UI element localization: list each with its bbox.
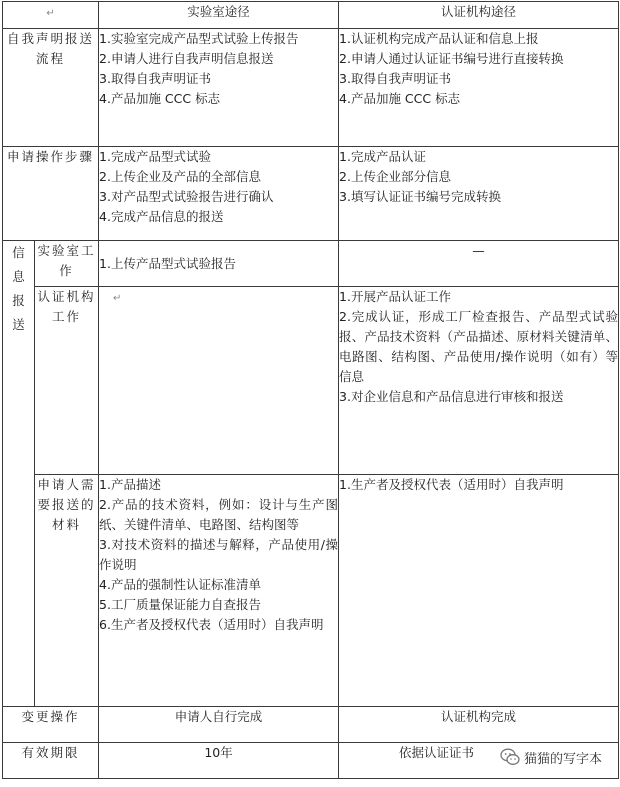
list-item: 2.产品的技术资料，例如：设计与生产图纸、关键件清单、电路图、结构图等 xyxy=(99,497,339,532)
table-header-row xyxy=(3,2,619,29)
cert-cell xyxy=(339,29,619,147)
lab-cell xyxy=(99,241,339,287)
list-item: 1.开展产品认证工作 xyxy=(339,289,451,304)
row-label: 申请操作步骤 xyxy=(3,147,99,241)
row-label: 有效期限 xyxy=(3,743,99,779)
lab-cell: 申请人自行完成 xyxy=(99,707,339,743)
list-item: 1.认证机构完成产品认证和信息上报 xyxy=(339,31,539,46)
list-item: 3.对技术资料的描述与解释，产品使用/操作说明 xyxy=(99,537,339,572)
wechat-icon xyxy=(500,747,520,767)
list-item: 6.生产者及授权代表（适用时）自我声明 xyxy=(99,617,324,632)
watermark-text: 猫猫的写字本 xyxy=(523,751,602,767)
row-self-declaration xyxy=(3,29,619,147)
list-item: 4.产品加施 CCC 标志 xyxy=(339,91,461,106)
row-applicant-materials xyxy=(3,475,619,707)
comparison-table xyxy=(2,1,619,779)
list-item: 1.完成产品型式试验 xyxy=(99,149,211,164)
lab-cell: 10年 xyxy=(99,743,339,779)
cert-cell: — xyxy=(339,241,619,287)
row-apply-steps xyxy=(3,147,619,241)
lab-cell xyxy=(99,475,339,707)
list-item: 1.实验室完成产品型式试验上传报告 xyxy=(99,31,299,46)
row-label: 实验室工作 xyxy=(35,241,99,287)
info-report-group-label: 信息报送 xyxy=(3,241,35,707)
list-item: 2.申请人进行自我声明信息报送 xyxy=(99,51,274,66)
row-label: 申请人需要报送的材料 xyxy=(35,475,99,707)
header-cert-route: 认证机构途径 xyxy=(339,2,619,29)
cert-cell: 依据认证证书 xyxy=(339,743,619,779)
row-cert-work xyxy=(3,287,619,475)
lab-cell xyxy=(99,29,339,147)
row-label: 认证机构工作 xyxy=(35,287,99,475)
list-item: 3.取得自我声明证书 xyxy=(339,71,451,86)
list-item: 4.产品加施 CCC 标志 xyxy=(99,91,221,106)
return-mark: ↵ xyxy=(113,293,122,304)
list-item: 4.产品的强制性认证标准清单 xyxy=(99,577,261,592)
return-mark: ↵ xyxy=(46,8,55,19)
lab-cell xyxy=(99,147,339,241)
list-item: 5.工厂质量保证能力自查报告 xyxy=(99,597,261,612)
list-item: 2.申请人通过认证证书编号进行直接转换 xyxy=(339,51,564,66)
header-lab-route: 实验室途径 xyxy=(99,2,339,29)
row-lab-work xyxy=(3,241,619,287)
cert-cell: 认证机构完成 xyxy=(339,707,619,743)
row-label: 自我声明报送流程 xyxy=(3,29,99,147)
list-item: 3.取得自我声明证书 xyxy=(99,71,211,86)
list-item: 1.完成产品认证 xyxy=(339,149,426,164)
cert-cell xyxy=(339,475,619,707)
list-item: 1.上传产品型式试验报告 xyxy=(99,255,236,271)
list-item: 1.生产者及授权代表（适用时）自我声明 xyxy=(339,477,564,492)
list-item: 2.上传企业部分信息 xyxy=(339,169,451,184)
list-item: 3.对企业信息和产品信息进行审核和报送 xyxy=(339,389,564,404)
lab-cell xyxy=(99,287,339,475)
list-item: 2.上传企业及产品的全部信息 xyxy=(99,169,261,184)
cert-cell xyxy=(339,287,619,475)
cert-cell xyxy=(339,147,619,241)
list-item: 2.完成认证，形成工厂检查报告、产品型式试验报、产品技术资料（产品描述、原材料关键清单、电路图、结构图、产品使用/操作说明（如有）等信息 xyxy=(339,309,619,384)
list-item: 4.完成产品信息的报送 xyxy=(99,209,224,224)
row-change-ops xyxy=(3,707,619,743)
watermark xyxy=(498,745,604,769)
corner-cell xyxy=(3,2,99,29)
row-label: 变更操作 xyxy=(3,707,99,743)
list-item: 1.产品描述 xyxy=(99,477,161,492)
list-item: 3.填写认证证书编号完成转换 xyxy=(339,189,501,204)
list-item: 3.对产品型式试验报告进行确认 xyxy=(99,189,274,204)
